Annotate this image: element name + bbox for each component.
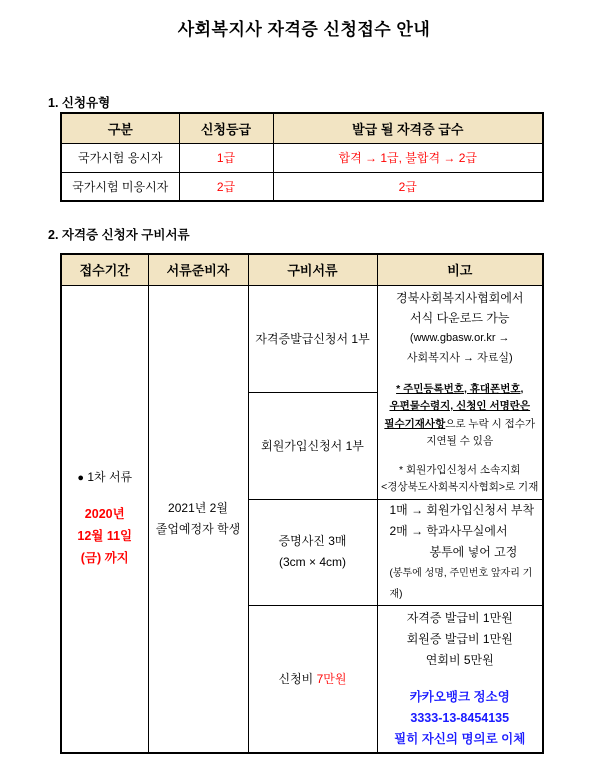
section2-heading: 2. 자격증 신청자 구비서류	[48, 228, 190, 242]
bank-transfer-note: 필히 자신의 명의로 이체	[394, 731, 526, 746]
period-label	[62, 468, 148, 485]
fee-amount: 7만원	[316, 672, 347, 687]
document-cell-photo	[248, 499, 377, 605]
bank-name: 카카오뱅크 정소영	[409, 689, 510, 704]
download-url-line1: (www.gbasw.or.kr →	[409, 331, 510, 344]
document-cell-membership-form: 회원가입신청서 1부	[248, 392, 377, 499]
document-cell-certificate-form: 자격증발급신청서 1부	[248, 285, 377, 392]
table1-header-row	[61, 113, 543, 143]
section1-heading: 1. 신청유형	[48, 96, 111, 110]
branch-note-line2: <경상북도사회복지사협회>로 기재	[381, 481, 539, 493]
document-cell-fee	[248, 605, 377, 753]
branch-note-line1: * 회원가입신청서 소속지회	[399, 463, 521, 476]
required-note-rest: 으로 누락 시 접수가	[445, 417, 536, 430]
application-type-table	[60, 112, 544, 202]
table2-header-documents: 구비서류	[248, 254, 377, 285]
table1-row1-grade: 1급	[179, 143, 273, 172]
table1-header-result: 발급 될 자격증 급수	[273, 113, 543, 143]
photo-remark-line1: 1매 → 회원가입신청서 부착	[389, 502, 535, 517]
table2-header-remarks: 비고	[377, 254, 543, 285]
table-row	[61, 143, 543, 172]
period-cell	[61, 285, 148, 753]
required-note-line1: * 주민등록번호, 휴대폰번호,	[396, 382, 524, 395]
deadline-day: (금) 까지	[80, 551, 129, 566]
table1-header-grade: 신청등급	[179, 113, 273, 143]
remark-cell-photo	[377, 499, 543, 605]
spacer	[378, 671, 543, 687]
download-info	[378, 288, 543, 368]
table-row	[61, 285, 543, 392]
table1-row1-category: 국가시험 응시자	[61, 143, 179, 172]
download-line2: 서식 다운로드 가능	[410, 310, 510, 325]
table1-row2-result: 2급	[273, 172, 543, 201]
preparer-cell	[148, 285, 248, 753]
table2-header-period: 접수기간	[61, 254, 148, 285]
table1-row2-category: 국가시험 미응시자	[61, 172, 179, 201]
page-title: 사회복지사 자격증 신청접수 안내	[177, 20, 431, 39]
period-label-text: 1차 서류	[87, 470, 133, 485]
required-fields-note	[378, 381, 543, 451]
photo-doc-line2: (3cm × 4cm)	[278, 555, 346, 569]
remark-cell-download	[377, 285, 543, 499]
preparer-line1: 2021년 2월	[168, 500, 228, 515]
bullet-icon: ●	[77, 472, 84, 485]
download-url-line2: 사회복지사 → 자료실)	[406, 351, 513, 364]
photo-remark-line2: 2매 → 학과사무실에서	[389, 523, 508, 538]
table-row	[61, 172, 543, 201]
deadline-year: 2020년	[84, 507, 125, 522]
table1-header-category: 구분	[61, 113, 179, 143]
table1-row1-result: 합격 → 1급, 불합격 → 2급	[273, 143, 543, 172]
photo-remark-line3: 봉투에 넣어 고정	[429, 544, 518, 559]
required-note-line3	[378, 416, 543, 434]
required-note-line4: 지연될 수 있음	[426, 435, 494, 447]
fee-remark-line3: 연회비 5만원	[425, 652, 494, 667]
bank-account-number: 3333-13-8454135	[410, 710, 510, 725]
branch-note	[378, 462, 543, 497]
remark-cell-fee	[377, 605, 543, 753]
period-deadline	[62, 503, 148, 569]
fee-remark-line1: 자격증 발급비 1만원	[406, 610, 513, 625]
preparer-line2: 졸업예정자 학생	[155, 521, 241, 536]
deadline-date: 12월 11일	[77, 529, 133, 544]
download-line1: 경북사회복지사협회에서	[395, 290, 524, 305]
fee-label: 신청비	[278, 672, 314, 687]
table1-row2-grade: 2급	[179, 172, 273, 201]
table2-header-preparer: 서류준비자	[148, 254, 248, 285]
photo-doc-line1: 증명사진 3매	[278, 534, 347, 548]
table2-header-row	[61, 254, 543, 285]
required-documents-table	[60, 253, 544, 754]
required-note-line2: 우편물수령지, 신청인 서명란은	[389, 400, 531, 412]
photo-remark-line4: (봉투에 성명, 주민번호 앞자리 기재)	[389, 567, 533, 600]
required-note-emphasis: 필수기재사항	[384, 417, 446, 430]
fee-remark-line2: 회원증 발급비 1만원	[406, 631, 513, 646]
